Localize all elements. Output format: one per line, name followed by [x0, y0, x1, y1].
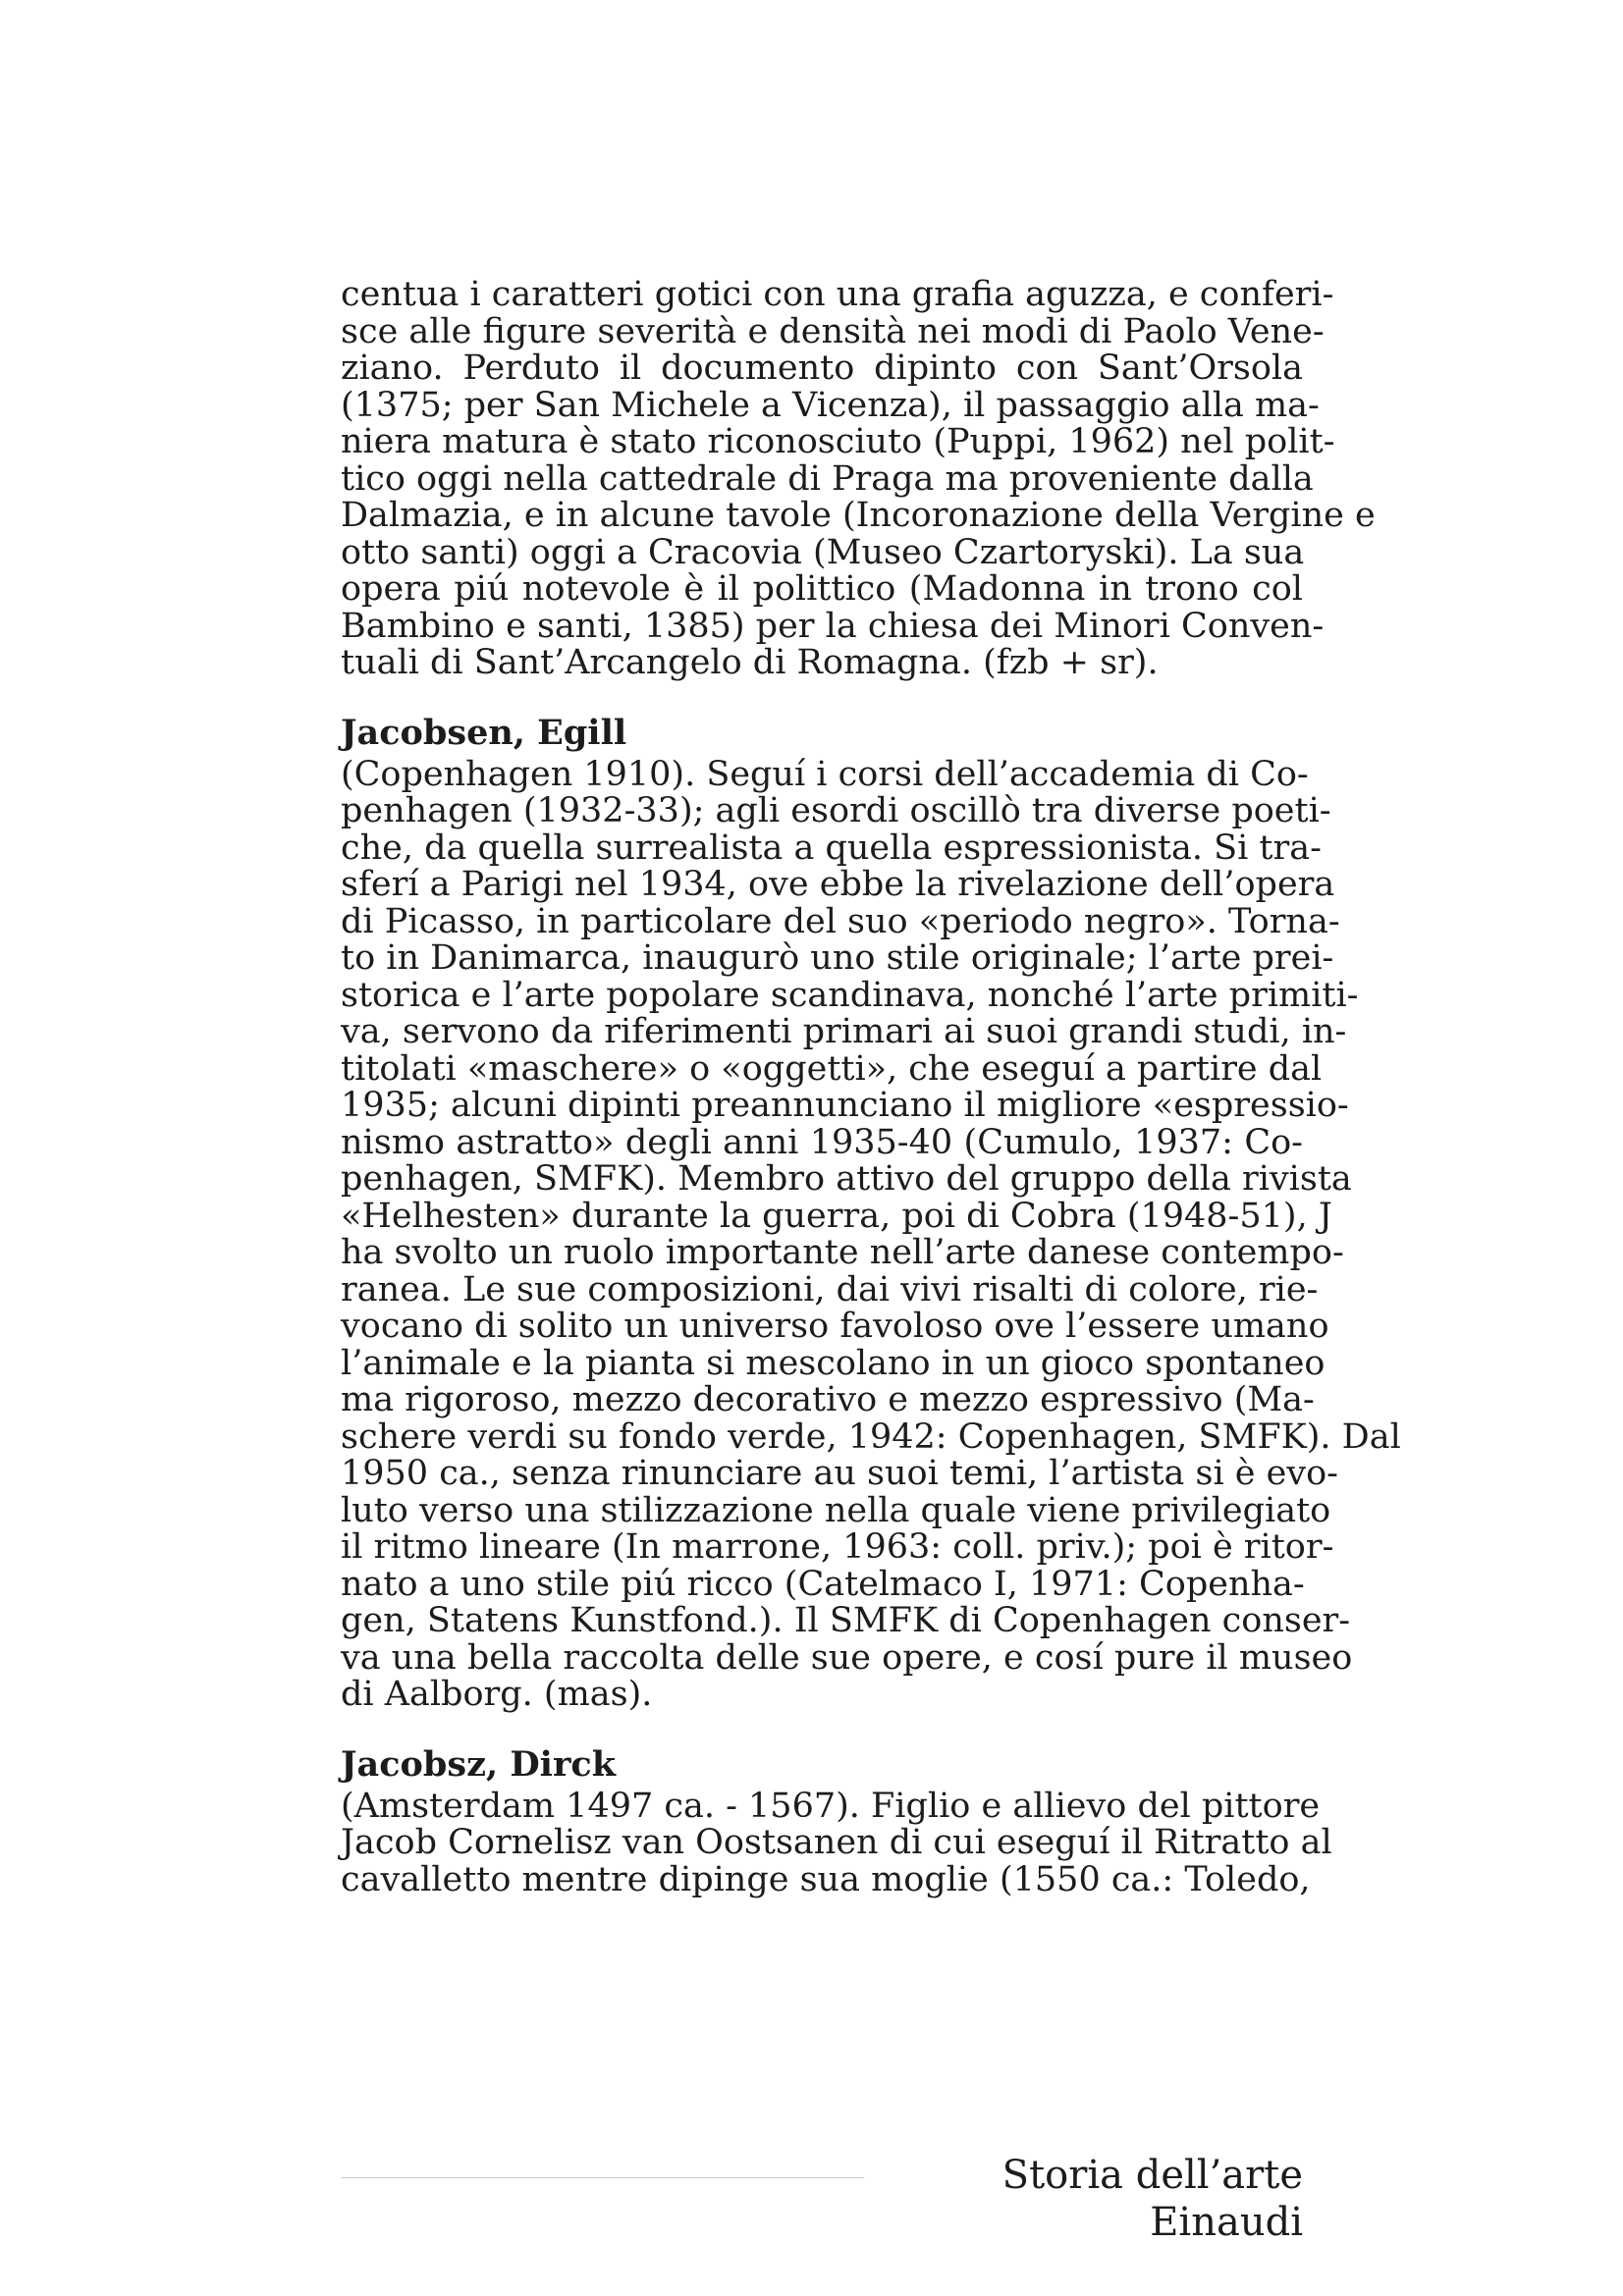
text-line: sce alle figure severità e densità nei modi di Paolo Vene- [341, 311, 1325, 351]
entry-heading: Jacobsz, Dirck [341, 1743, 616, 1785]
text-line: va, servono da riferimenti primari ai suoi grandi studi, in- [341, 1012, 1347, 1051]
footer-title: Storia dell’arte Einaudi [1001, 2153, 1303, 2245]
text-line: vocano di solito un universo favoloso ove l’essere umano [341, 1307, 1329, 1346]
text-line: che, da quella surrealista a quella espressionista. Si tra- [341, 828, 1322, 868]
text-line: l’animale e la pianta si mescolano in un gioco spontaneo [341, 1343, 1325, 1383]
footer-rule [341, 2177, 864, 2178]
text-line: ha svolto un ruolo importante nell’arte danese contempo- [341, 1233, 1344, 1272]
entry-jacobsz-dirck [341, 1743, 1332, 1899]
text-line: (Amsterdam 1497 ca. - 1567). Figlio e allievo del pittore [341, 1786, 1321, 1826]
text-line: gen, Statens Kunstfond.). Il SMFK di Copenhagen conser- [341, 1601, 1351, 1640]
text-line: penhagen, SMFK). Membro attivo del gruppo della rivista [341, 1159, 1352, 1199]
text-line: Dalmazia, e in alcune tavole (Incoronazione della Vergine e [341, 496, 1376, 535]
text-line: ziano. Perduto il documento dipinto con Sant’Orsola [341, 348, 1303, 388]
page-body [341, 275, 1401, 1899]
text-line: Jacob Cornelisz van Oostsanen di cui eseguí il Ritratto al [341, 1823, 1332, 1862]
text-line: schere verdi su fondo verde, 1942: Copenhagen, SMFK). Dal [341, 1416, 1401, 1457]
text-line: 1935; alcuni dipinti preannunciano il migliore «espressio- [341, 1086, 1349, 1125]
text-line: luto verso una stilizzazione nella quale viene privilegiato [341, 1490, 1331, 1530]
text-line: ranea. Le sue composizioni, dai vivi risalti di colore, rie- [341, 1269, 1319, 1309]
text-line: il ritmo lineare (In marrone, 1963: coll. priv.); poi è ritor- [341, 1527, 1334, 1567]
text-line: va una bella raccolta delle sue opere, e cosí pure il museo [341, 1637, 1353, 1678]
text-line: titolati «maschere» o «oggetti», che eseguí a partire dal [341, 1048, 1323, 1089]
text-line: tico oggi nella cattedrale di Praga ma proveniente dalla [341, 458, 1314, 499]
text-line: 1950 ca., senza rinunciare au suoi temi, l’artista si è evo- [341, 1454, 1339, 1493]
text-line: otto santi) oggi a Cracovia (Museo Czartoryski). La sua [341, 532, 1305, 572]
text-line: di Aalborg. (mas). [341, 1675, 653, 1714]
text-line: niera matura è stato riconosciuto (Puppi, 1962) nel polit- [341, 422, 1335, 461]
text-line: nato a uno stile piú ricco (Catelmaco I, 1971: Copenha- [341, 1564, 1305, 1604]
text-line: Bambino e santi, 1385) per la chiesa dei Minori Conven- [341, 606, 1325, 646]
text-line: cavalletto mentre dipinge sua moglie (1550 ca.: Toledo, [341, 1859, 1311, 1899]
entry-heading: Jacobsen, Egill [341, 712, 627, 753]
text-line: tuali di Sant’Arcangelo di Romagna. (fzb + sr). [341, 643, 1159, 682]
text-line: «Helhesten» durante la guerra, poi di Cobra (1948-51), J [341, 1196, 1332, 1236]
text-line: centua i caratteri gotici con una grafia aguzza, e conferi- [341, 275, 1334, 314]
text-line: nismo astratto» degli anni 1935-40 (Cumulo, 1937: Co- [341, 1122, 1303, 1162]
entry-continuation [341, 275, 1376, 682]
text-line: (Copenhagen 1910). Seguí i corsi dell’accademia di Co- [341, 754, 1309, 794]
text-line: (1375; per San Michele a Vicenza), il passaggio alla ma- [341, 385, 1320, 425]
entry-jacobsen-egill [341, 712, 1401, 1714]
text-line: opera piú notevole è il polittico (Madonna in trono col [341, 569, 1303, 609]
entry-spacer [341, 1714, 1303, 1745]
entry-spacer [341, 682, 1303, 714]
text-line: storica e l’arte popolare scandinava, nonché l’arte primiti- [341, 975, 1359, 1015]
text-line: di Picasso, in particolare del suo «periodo negro». Torna- [341, 901, 1340, 941]
text-line: ma rigoroso, mezzo decorativo e mezzo espressivo (Ma- [341, 1380, 1315, 1419]
text-line: penhagen (1932-33); agli esordi oscillò tra diverse poeti- [341, 791, 1331, 830]
text-line: sferí a Parigi nel 1934, ove ebbe la rivelazione dell’opera [341, 865, 1335, 904]
text-line: to in Danimarca, inaugurò uno stile originale; l’arte prei- [341, 938, 1334, 978]
